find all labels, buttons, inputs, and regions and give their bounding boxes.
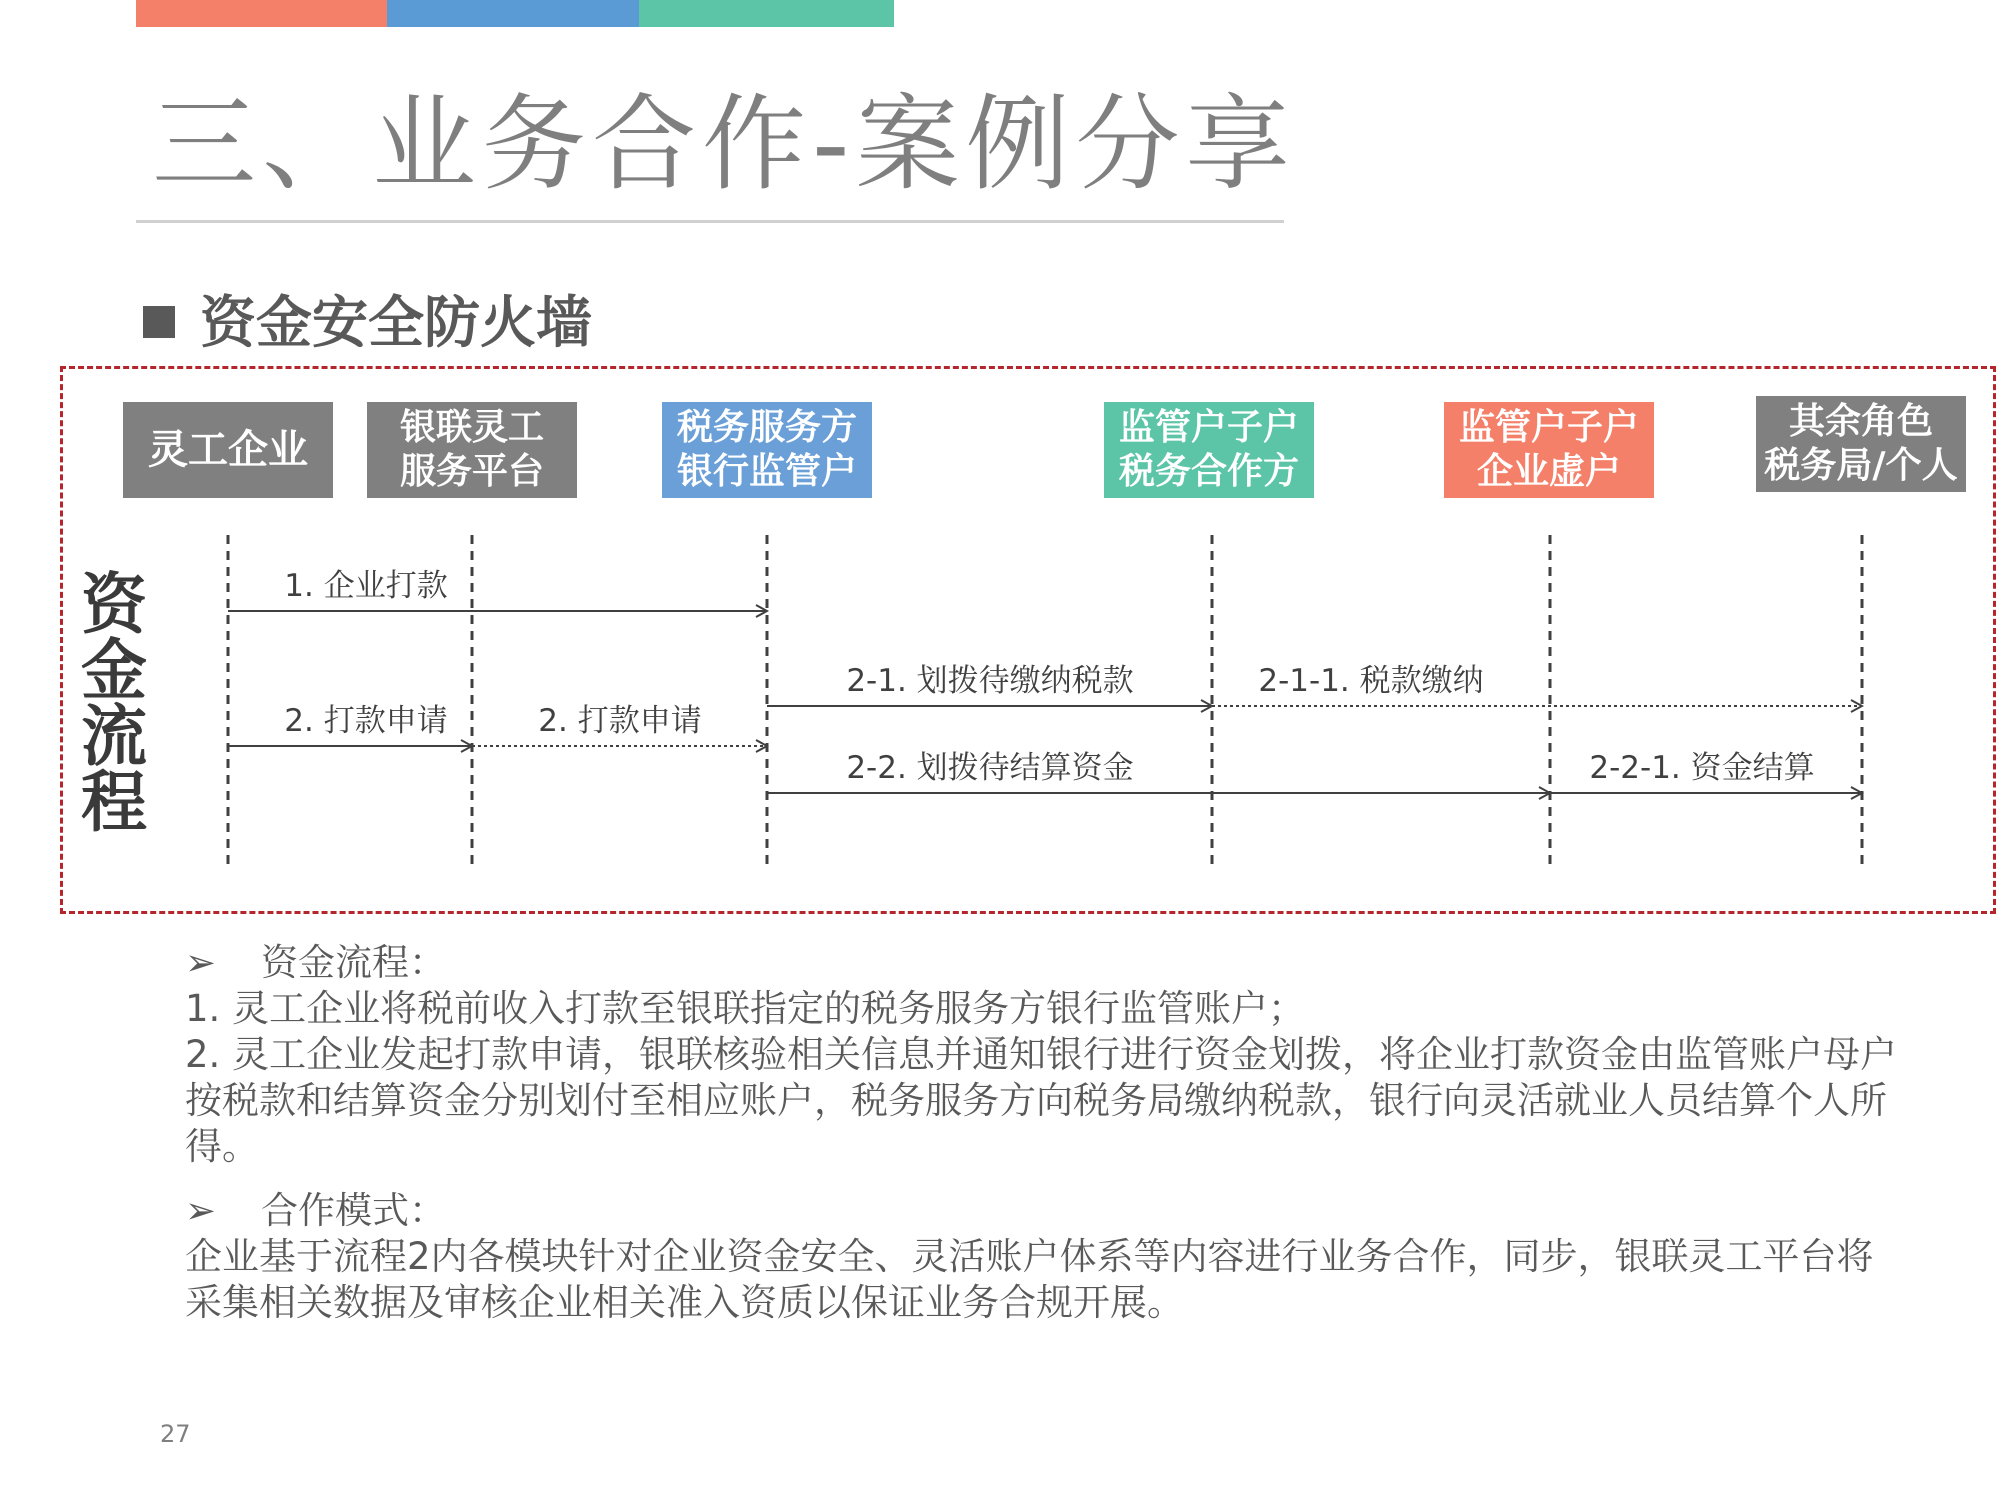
actor-label: 银行监管户 [676,451,857,492]
side-label-char: 程 [81,764,147,841]
actor-label: 灵工企业 [148,427,308,473]
page-title: 三、业务合作-案例分享 [152,83,1296,205]
side-label-char: 金 [81,632,147,709]
message-label: 2. 打款申请 [284,703,448,739]
message-label: 2-1-1. 税款缴纳 [1258,663,1484,699]
actor-label: 服务平台 [399,451,544,492]
actor-label: 税务服务方 [676,407,857,448]
notes-heading [185,1188,1905,1234]
side-label-char: 资 [81,566,147,643]
actor-label: 监管户子户 [1458,407,1639,448]
side-label-char: 流 [81,698,147,775]
actor-label: 企业虚户 [1476,451,1621,492]
notes-heading-text: 资金流程： [261,941,446,984]
message-label: 2-2-1. 资金结算 [1589,750,1815,786]
message-label: 1. 企业打款 [284,568,448,604]
notes-item: 企业基于流程2内各模块针对企业资金安全、灵活账户体系等内容进行业务合作，同步，银联灵工平台将采集相关数据及审核企业相关准入资质以保证业务合规开展。 [185,1235,1874,1324]
message-label: 2-2. 划拨待结算资金 [846,750,1134,786]
section-heading: 资金安全防火墙 [200,291,592,356]
notes-block [185,940,1905,1326]
notes-heading [185,940,1905,986]
message-label: 2-1. 划拨待缴纳税款 [846,663,1134,699]
lifelines [228,535,1862,868]
actor-label: 税务合作方 [1118,451,1299,492]
actor-label: 其余角色 [1788,401,1933,442]
message-labels [284,568,1814,786]
page-number: 27 [160,1420,191,1448]
notes-item: 2. 灵工企业发起打款申请，银联核验相关信息并通知银行进行资金划拨，将企业打款资金由监管账户母户按税款和结算资金分别划付至相应账户，税务服务方向税务局缴纳税款，银行向灵活就业人员结算个人所得。 [185,1033,1898,1168]
actor-label: 银联灵工 [399,407,544,448]
arrow-bullet-icon: ➢ [185,941,217,984]
notes-heading-text: 合作模式： [261,1189,446,1232]
arrow-bullet-icon: ➢ [185,1189,217,1232]
actor-label: 监管户子户 [1118,407,1299,448]
message-label: 2. 打款申请 [538,703,702,739]
notes-item: 1. 灵工企业将税前收入打款至银联指定的税务服务方银行监管账户； [185,987,1306,1030]
actor-label: 税务局/个人 [1764,445,1958,486]
